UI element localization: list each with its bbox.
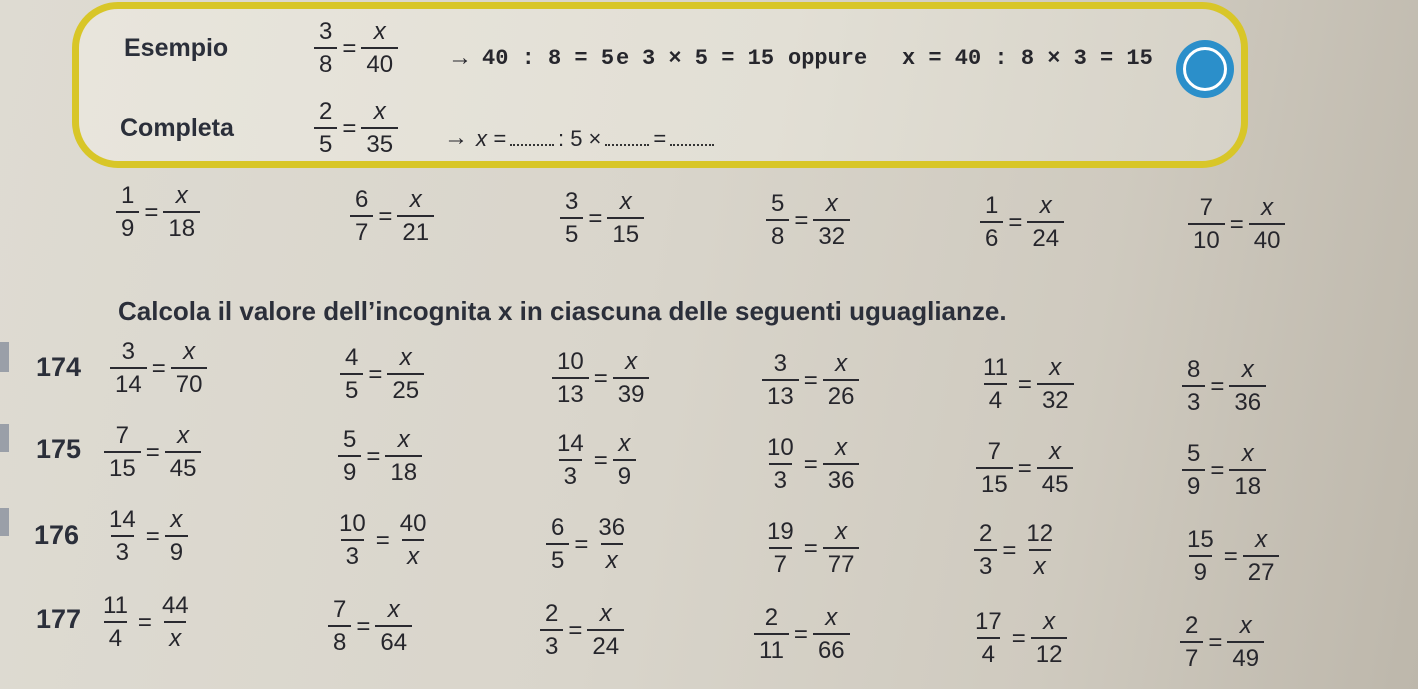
example-alt-expr: x = 40 : 8 × 3 = 15	[902, 46, 1153, 71]
exercise-item: $\frac{17}{4}$ = $\frac{x}{12}$	[970, 610, 1067, 667]
exercise-number: 176	[34, 520, 80, 550]
exercise-item: $\frac{5}{9}$ = $\frac{x}{18}$	[1182, 442, 1266, 499]
complete-expression: x = : 5 × =	[476, 126, 718, 152]
logo-icon	[1176, 40, 1234, 98]
exercise-item: $\frac{5}{9}$ = $\frac{x}{18}$	[338, 428, 422, 485]
exercise-item: $\frac{15}{9}$ = $\frac{x}{27}$	[1182, 528, 1279, 585]
example-arrow: →	[448, 44, 472, 71]
warmup-item: $\frac{6}{7}$ = $\frac{x}{21}$	[350, 188, 434, 245]
exercise-item: $\frac{8}{3}$ = $\frac{x}{36}$	[1182, 358, 1266, 415]
exercise-item: $\frac{7}{8}$ = $\frac{x}{64}$	[328, 598, 412, 655]
blank-3[interactable]	[670, 144, 714, 146]
example-label: Esempio	[124, 34, 229, 62]
margin-mark	[0, 508, 9, 536]
warmup-item: $\frac{3}{5}$ = $\frac{x}{15}$	[560, 190, 644, 247]
exercise-item: $\frac{2}{3}$ = $\frac{x}{24}$	[540, 602, 624, 659]
exercise-item: $\frac{7}{15}$ = $\frac{x}{45}$	[976, 440, 1073, 497]
complete-proportion: $\frac{2}{5}$ = $\frac{x}{35}$	[314, 100, 398, 157]
warmup-item: $\frac{5}{8}$ = $\frac{x}{32}$	[766, 192, 850, 249]
instruction-text: Calcola il valore dell’incognita x in ciascuna delle seguenti uguaglianze.	[118, 296, 1007, 326]
exercise-item: $\frac{6}{5}$ = $\frac{36}{x}$	[546, 516, 630, 573]
blank-2[interactable]	[605, 144, 649, 146]
example-proportion: $\frac{3}{8}$ = $\frac{x}{40}$	[314, 20, 398, 77]
exercise-item: $\frac{7}{15}$ = $\frac{x}{45}$	[104, 424, 201, 481]
exercise-item: $\frac{11}{4}$ = $\frac{44}{x}$	[103, 592, 189, 652]
complete-label: Completa	[120, 114, 234, 142]
example-alt: oppure	[788, 46, 868, 71]
example-step1: 40 : 8 = 5	[482, 46, 615, 71]
exercise-item: $\frac{10}{13}$ = $\frac{x}{39}$	[552, 350, 649, 407]
margin-mark	[0, 342, 9, 372]
exercise-item: $\frac{14}{3}$ = $\frac{x}{9}$	[552, 432, 636, 489]
exercise-number: 174	[36, 352, 82, 382]
example-conj: e	[616, 46, 630, 71]
exercise-item: $\frac{3}{13}$ = $\frac{x}{26}$	[762, 352, 859, 409]
blank-1[interactable]	[510, 144, 554, 146]
exercise-number: 175	[36, 434, 82, 464]
exercise-item: $\frac{10}{3}$ = $\frac{40}{x}$	[339, 510, 427, 570]
exercise-item: $\frac{2}{7}$ = $\frac{x}{49}$	[1180, 614, 1264, 671]
warmup-item: $\frac{7}{10}$ = $\frac{x}{40}$	[1188, 196, 1285, 253]
complete-arrow: →	[444, 124, 468, 151]
warmup-item: $\frac{1}{9}$ = $\frac{x}{18}$	[116, 184, 200, 241]
margin-mark	[0, 424, 9, 452]
exercise-item: $\frac{19}{7}$ = $\frac{x}{77}$	[762, 520, 859, 577]
exercise-item: $\frac{11}{4}$ = $\frac{x}{32}$	[978, 356, 1074, 413]
warmup-item: $\frac{1}{6}$ = $\frac{x}{24}$	[980, 194, 1064, 251]
exercise-item: $\frac{10}{3}$ = $\frac{x}{36}$	[762, 436, 859, 493]
exercise-item: $\frac{3}{14}$ = $\frac{x}{70}$	[110, 340, 207, 397]
exercise-item: $\frac{14}{3}$ = $\frac{x}{9}$	[104, 508, 188, 565]
example-step2: 3 × 5 = 15	[642, 46, 775, 71]
exercise-item: $\frac{2}{11}$ = $\frac{x}{66}$	[754, 606, 850, 663]
exercise-number: 177	[36, 604, 82, 634]
exercise-item: $\frac{2}{3}$ = $\frac{12}{x}$	[974, 522, 1058, 579]
exercise-item: $\frac{4}{5}$ = $\frac{x}{25}$	[340, 346, 424, 403]
